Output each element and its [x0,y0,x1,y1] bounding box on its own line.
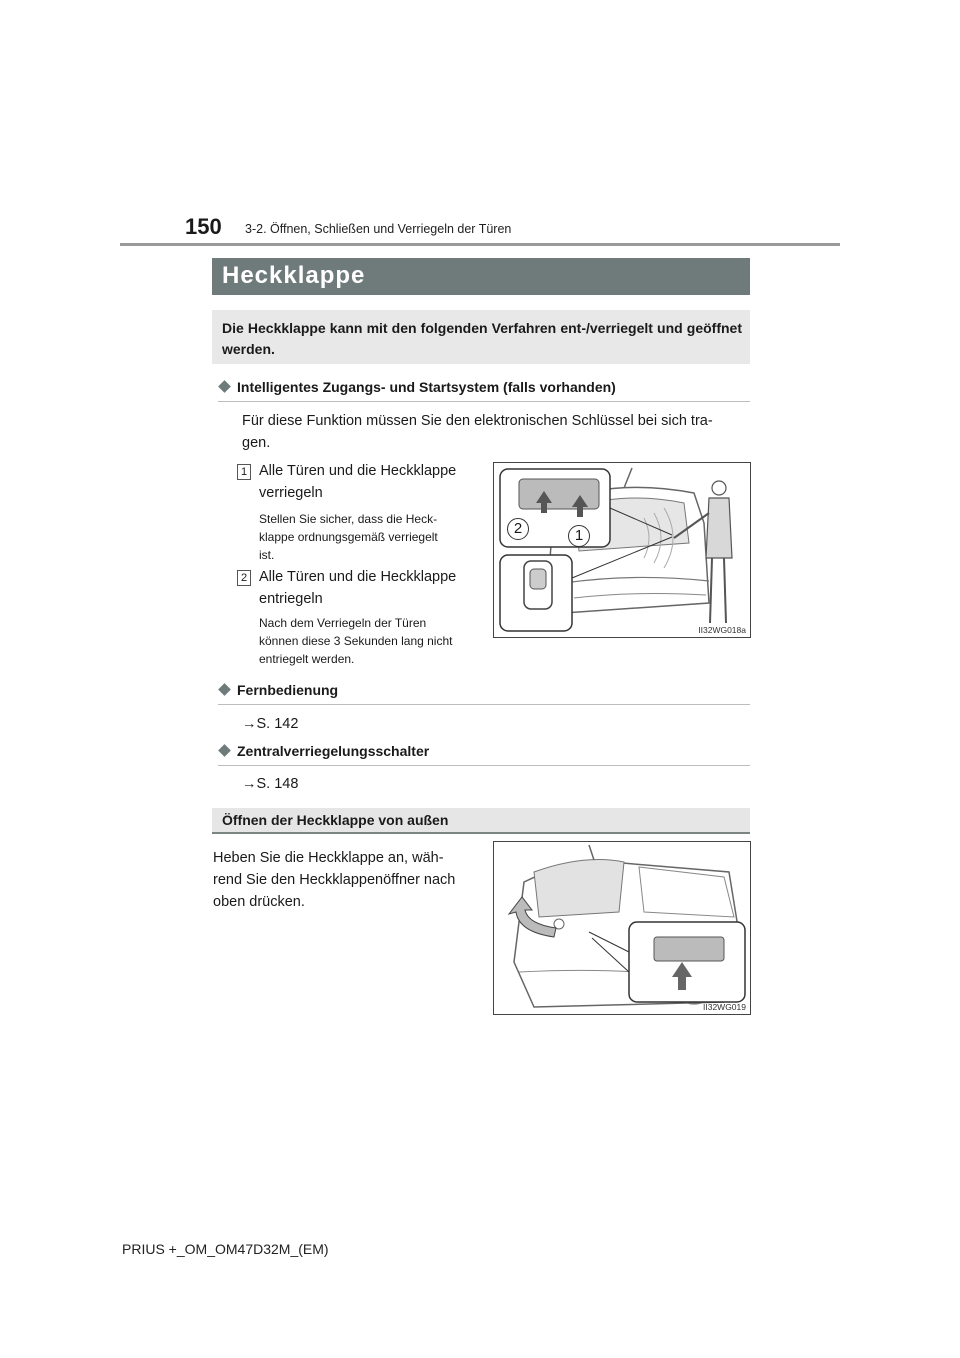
item-number-2: 2 [237,570,251,586]
smart-entry-text [242,410,750,454]
central-lock-heading [218,743,750,766]
item2-note [259,614,479,668]
figure-tailgate-open [493,841,751,1015]
remote-heading-text: Fernbedienung [237,682,339,698]
item1-note-line3: ist. [259,548,275,562]
item1-title-line2: verriegeln [259,485,323,501]
opening-text-line3: oben drücken. [213,894,305,910]
figure-smart-entry [493,462,751,638]
smart-entry-heading [218,379,750,402]
remote-heading [218,682,750,705]
diamond-bullet-icon [218,380,231,393]
central-lock-ref: →S. 148 [242,776,299,792]
header-rule [120,243,840,246]
figure-callout-2: 2 [507,518,529,540]
opening-heading: Öffnen der Heckklappe von außen [222,812,449,828]
item1-title-line1: Alle Türen und die Heckklappe [259,463,457,479]
item2-note-line1: Nach dem Verriegeln der Türen [259,616,427,630]
item1-note [259,510,479,564]
central-lock-heading-text: Zentralverriegelungsschalter [237,743,430,759]
item2-note-line2: können diese 3 Sekunden lang nicht [259,634,453,648]
figure-callout-1: 1 [568,525,590,547]
intro-text: Die Heckklappe kann mit den folgenden Verfahren ent-/verriegelt und geöffnet werden. [222,320,742,357]
item2-note-line3: entriegelt werden. [259,652,355,666]
item1-note-line2: klappe ordnungsgemäß verriegelt [259,530,438,544]
item1-note-line1: Stellen Sie sicher, dass die Heck- [259,512,438,526]
section-title-bar [212,258,750,295]
smart-entry-illustration [494,463,750,637]
item2-title-line1: Alle Türen und die Heckklappe [259,569,457,585]
footer-code: PRIUS +_OM_OM47D32M_(EM) [122,1241,329,1257]
item2-title [259,566,479,610]
opening-text [213,847,488,913]
smart-entry-text-line1: Für diese Funktion müssen Sie den elektronischen Schlüssel bei sich tra- [242,413,713,429]
smart-entry-text-line2: gen. [242,435,271,451]
item1-title [259,460,479,504]
item-number-1: 1 [237,464,251,480]
figure-code: II32WG018a [698,625,746,635]
smart-entry-heading-text: Intelligentes Zugangs- und Startsystem (falls vorhanden) [237,379,616,395]
remote-ref: →S. 142 [242,716,299,732]
opening-heading-bar [212,808,750,834]
opening-text-line2: rend Sie den Heckklappenöffner nach [213,872,456,888]
section-title: Heckklappe [222,262,366,289]
chapter-title: 3-2. Öffnen, Schließen und Verriegeln der Türen [245,222,512,236]
page-number: 150 [185,214,222,239]
figure-code: II32WG019 [703,1002,746,1012]
opening-text-line1: Heben Sie die Heckklappe an, wäh- [213,850,444,866]
diamond-bullet-icon [218,683,231,696]
intro-box [212,310,750,364]
diamond-bullet-icon [218,744,231,757]
item2-title-line2: entriegeln [259,591,323,607]
tailgate-illustration [494,842,750,1014]
